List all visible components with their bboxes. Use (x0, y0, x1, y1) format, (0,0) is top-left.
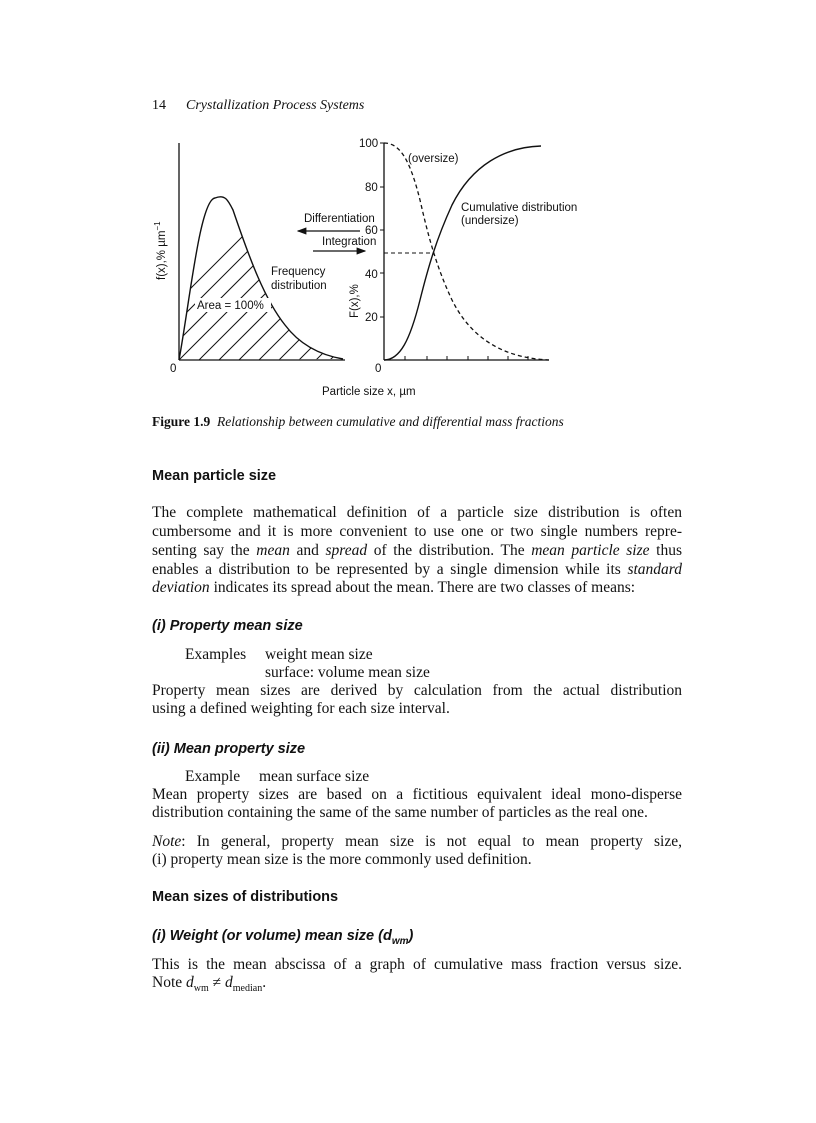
left-y-label: f(x),% µm$^{-1}$ (153, 221, 168, 280)
heading-mean-property-size: (ii) Mean property size (152, 741, 306, 757)
differentiation-label: Differentiation (304, 213, 375, 225)
heading-mean-sizes: Mean sizes of distributions (152, 889, 339, 905)
cumulative-label-1: Cumulative distribution (461, 202, 578, 214)
tick-40: 40 (365, 269, 378, 281)
example-line: Example mean surface size (185, 768, 370, 785)
oversize-label: (oversize) (408, 153, 459, 165)
left-origin-label: 0 (170, 363, 177, 375)
tick-20: 20 (365, 312, 378, 324)
paragraph-line: deviation indicates its spread about the mean. There are two classes of means: (152, 579, 636, 596)
examples-line: Examples weight mean size (185, 646, 373, 663)
paragraph-line: Property mean sizes are derived by calculation from the actual distribution (152, 682, 682, 699)
area-label: Area = 100% (197, 300, 264, 312)
figure-caption: Figure 1.9 Relationship between cumulative and differential mass fractions (152, 414, 564, 429)
x-axis-label: Particle size x, µm (322, 386, 416, 398)
frequency-plot (119, 139, 551, 375)
tick-60: 60 (365, 225, 378, 237)
note-line: (i) property mean size is the more commonly used definition. (152, 851, 532, 868)
integration-label: Integration (322, 236, 377, 248)
paragraph-line: The complete mathematical definition of a particle size distribution is often (152, 504, 682, 521)
cumulative-plot (322, 138, 577, 398)
heading-weight-mean-size: (i) Weight (or volume) mean size $(d_{wm})$ (152, 928, 414, 947)
examples-line: surface: volume mean size (265, 664, 430, 681)
frequency-label-2: distribution (271, 280, 327, 292)
heading-property-mean-size: (i) Property mean size (152, 618, 303, 634)
paragraph-line: cumbersome and it is more convenient to use one or two single numbers repre- (152, 523, 682, 540)
frequency-label-1: Frequency (271, 266, 326, 278)
right-y-label: F(x),% (349, 284, 361, 318)
note-line: Note: In general, property mean size is not equal to mean property size, (152, 833, 682, 850)
cumulative-label-2: (undersize) (461, 215, 519, 227)
paragraph-line: distribution containing the same of the same number of particles as the real one. (152, 804, 648, 821)
paragraph-line: senting say the mean and spread of the distribution. The mean particle size thus (152, 542, 682, 559)
tick-80: 80 (365, 182, 378, 194)
paragraph-line: using a defined weighting for each size interval. (152, 700, 450, 717)
figure-1-9 (0, 0, 816, 410)
paragraph-line: enables a distribution to be represented by a single dimension while its standard (152, 561, 682, 578)
oversize-curve (384, 143, 549, 360)
running-title: Crystallization Process Systems (186, 98, 365, 113)
paragraph-line: Mean property sizes are based on a fictitious equivalent ideal mono-disperse (152, 786, 682, 803)
tick-0: 0 (375, 363, 382, 375)
heading-mean-particle-size: Mean particle size (152, 468, 277, 484)
paragraph-line: Note $d_{wm} \ne d_{median}$. (152, 974, 267, 995)
tick-100: 100 (359, 138, 379, 150)
paragraph-line: This is the mean abscissa of a graph of cumulative mass fraction versus size. (152, 956, 682, 973)
page-number: 14 (152, 98, 166, 113)
